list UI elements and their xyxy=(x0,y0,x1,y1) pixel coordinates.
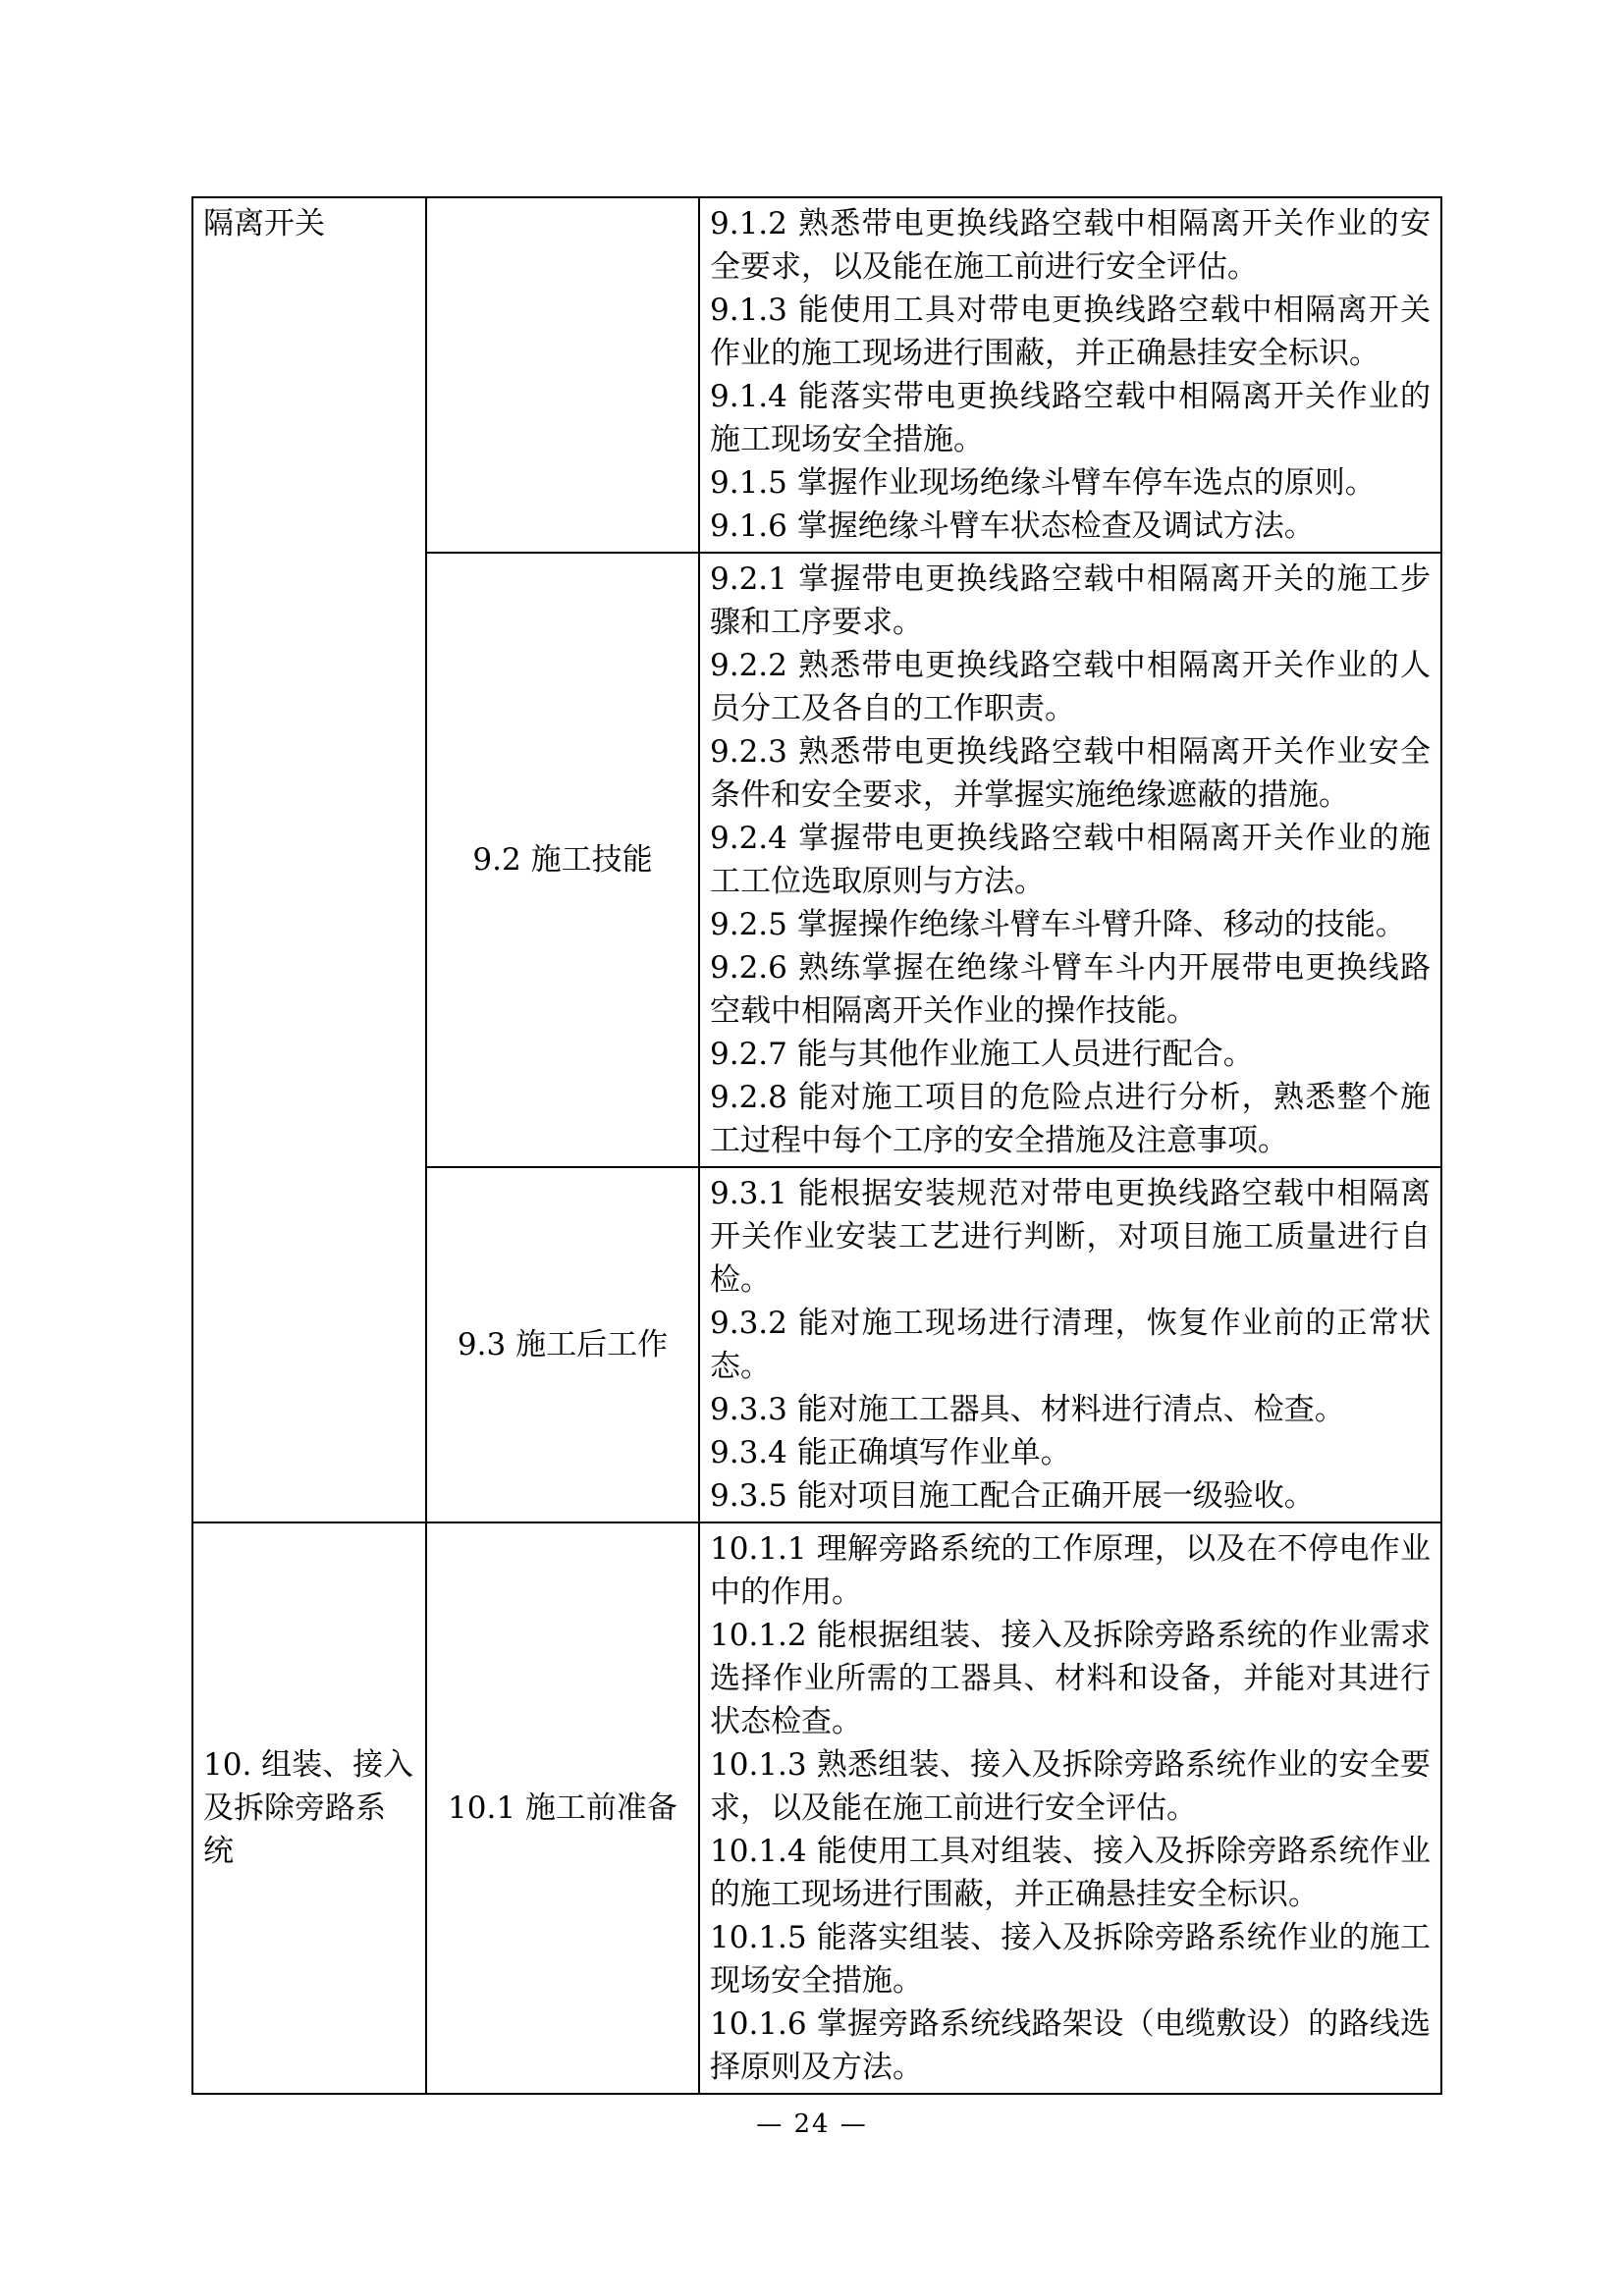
requirement-item: 10.1.5 能落实组装、接入及拆除旁路系统作业的施工现场安全措施。 xyxy=(710,1920,1431,1999)
table-row xyxy=(192,1522,1441,2094)
requirement-item: 10.1.1 理解旁路系统的工作原理，以及在不停电作业中的作用。 xyxy=(710,1531,1431,1610)
project-label: 隔离开关 xyxy=(203,206,325,241)
requirement-item: 9.2.2 熟悉带电更换线路空载中相隔离开关作业的人员分工及各自的工作职责。 xyxy=(710,648,1431,726)
table-row xyxy=(192,197,1441,553)
requirement-item: 9.3.1 能根据安装规范对带电更换线路空载中相隔离开关作业安装工艺进行判断，对项目施工质量进行自检。 xyxy=(710,1176,1431,1298)
requirement-item: 10.1.3 熟悉组装、接入及拆除旁路系统作业的安全要求，以及能在施工前进行安全评估。 xyxy=(710,1747,1431,1826)
requirement-item: 9.3.2 能对施工现场进行清理，恢复作业前的正常状态。 xyxy=(710,1306,1431,1384)
requirement-item: 9.1.6 掌握绝缘斗臂车状态检查及调试方法。 xyxy=(710,508,1315,544)
project-label: 10. 组装、接入及拆除旁路系统 xyxy=(203,1747,414,1869)
requirement-item: 9.2.1 掌握带电更换线路空载中相隔离开关的施工步骤和工序要求。 xyxy=(710,561,1431,640)
unit-label: 10.1 施工前准备 xyxy=(448,1790,677,1826)
project-cell-isolating-switch xyxy=(192,197,426,1522)
requirement-item: 9.2.7 能与其他作业施工人员进行配合。 xyxy=(710,1037,1254,1072)
requirement-item: 10.1.2 能根据组装、接入及拆除旁路系统的作业需求选择作业所需的工器具、材料和设备，并能对其进行状态检查。 xyxy=(710,1618,1431,1739)
requirement-item: 9.1.5 掌握作业现场绝缘斗臂车停车选点的原则。 xyxy=(710,465,1376,501)
unit-label: 9.3 施工后工作 xyxy=(457,1327,669,1362)
requirement-item: 9.1.2 熟悉带电更换线路空载中相隔离开关作业的安全要求，以及能在施工前进行安全评估。 xyxy=(710,206,1431,285)
requirement-item: 9.1.4 能落实带电更换线路空载中相隔离开关作业的施工现场安全措施。 xyxy=(710,379,1431,457)
requirement-item: 9.2.8 能对施工项目的危险点进行分析，熟悉整个施工过程中每个工序的安全措施及注意事项。 xyxy=(710,1080,1431,1158)
requirement-item: 10.1.6 掌握旁路系统线路架设（电缆敷设）的路线选择原则及方法。 xyxy=(710,2006,1431,2085)
unit-cell-post-construction xyxy=(426,1167,699,1522)
unit-cell-construction-skills xyxy=(426,553,699,1167)
requirement-item: 9.2.3 熟悉带电更换线路空载中相隔离开关作业安全条件和安全要求，并掌握实施绝缘遮蔽的措施。 xyxy=(710,734,1431,813)
page-number: — 24 — xyxy=(756,2109,868,2139)
unit-cell-empty xyxy=(426,197,699,553)
skill-standard-table xyxy=(191,196,1442,2095)
requirements-cell-9-3 xyxy=(699,1167,1441,1522)
unit-cell-pre-construction xyxy=(426,1522,699,2094)
requirement-item: 9.1.3 能使用工具对带电更换线路空载中相隔离开关作业的施工现场进行围蔽，并正确悬挂安全标识。 xyxy=(710,293,1431,371)
requirements-cell-9-2 xyxy=(699,553,1441,1167)
requirement-item: 10.1.4 能使用工具对组装、接入及拆除旁路系统作业的施工现场进行围蔽，并正确悬挂安全标识。 xyxy=(710,1834,1431,1912)
requirement-item: 9.2.6 熟练掌握在绝缘斗臂车斗内开展带电更换线路空载中相隔离开关作业的操作技能。 xyxy=(710,950,1431,1029)
requirement-item: 9.2.5 掌握操作绝缘斗臂车斗臂升降、移动的技能。 xyxy=(710,907,1406,942)
project-cell-bypass-system xyxy=(192,1522,426,2094)
requirements-cell-9-1 xyxy=(699,197,1441,553)
unit-label: 9.2 施工技能 xyxy=(472,842,653,878)
requirement-item: 9.2.4 掌握带电更换线路空载中相隔离开关作业的施工工位选取原则与方法。 xyxy=(710,821,1431,899)
requirement-item: 9.3.3 能对施工工器具、材料进行清点、检查。 xyxy=(710,1392,1345,1427)
requirement-item: 9.3.5 能对项目施工配合正确开展一级验收。 xyxy=(710,1478,1315,1514)
requirements-cell-10-1 xyxy=(699,1522,1441,2094)
requirement-item: 9.3.4 能正确填写作业单。 xyxy=(710,1435,1071,1470)
